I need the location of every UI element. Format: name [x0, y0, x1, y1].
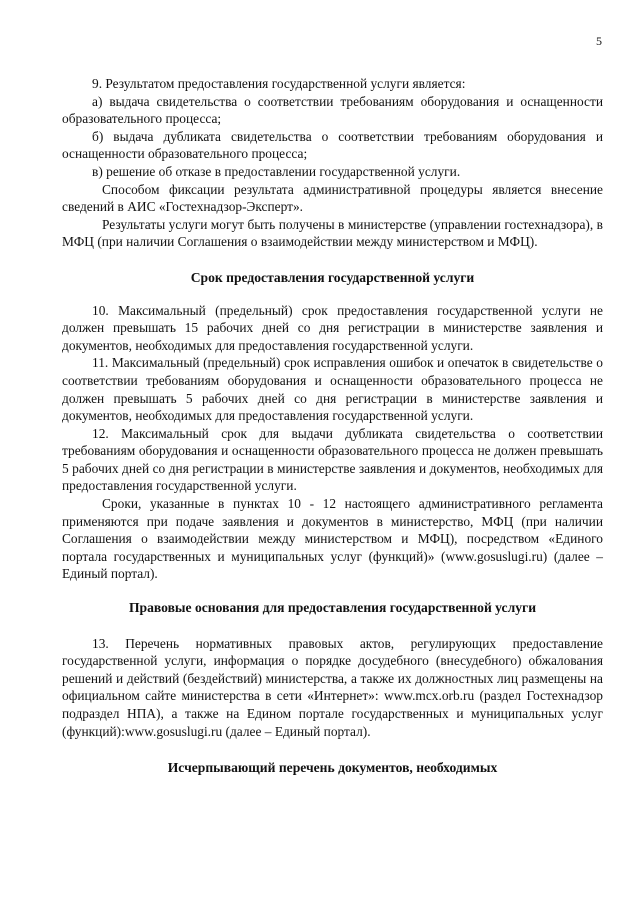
section-heading-legal: Правовые основания для предоставления государственной услуги — [128, 600, 537, 616]
section-heading-term: Срок предоставления государственной услуги — [190, 269, 475, 285]
document-body — [62, 75, 603, 777]
paragraph-results: Результаты услуги могут быть получены в министерстве (управлении гостехнадзора), в МФЦ (при наличии Соглашения о взаимодействии между министерством и МФЦ). — [62, 216, 603, 250]
paragraph-13: 13. Перечень нормативных правовых актов, регулирующих предоставление государственной услуги, информация о порядке досудебного (внесудебного) обжалования решений и действий (бездействий) министерства, а также их должностных лиц размещены на официальном сайте министерства в сети «Интернет»: www.mcx.orb.ru (раздел Гостехнадзор подраздел НПА), а также на Едином портале государственных и муниципальных услуг (функций):www.gosuslugi.ru (далее – Единый портал). — [62, 635, 603, 739]
paragraph-terms-note: Сроки, указанные в пунктах 10 - 12 настоящего административного регламента применяются при подаче заявления и документов в министерство, МФЦ (при наличии Соглашения о взаимодействии между министерством и МФЦ), посредством «Единого портала государственных и муниципальных услуг (функций)» (www.gosuslugi.ru) (далее – Единый портал). — [62, 496, 603, 582]
section-heading-documents: Исчерпывающий перечень документов, необходимых — [167, 760, 498, 776]
paragraph-9a: а) выдача свидетельства о соответствии требованиям оборудования и оснащенности образовательного процесса; — [62, 93, 603, 127]
paragraph-10: 10. Максимальный (предельный) срок предоставления государственной услуги не должен превышать 15 рабочих дней со дня регистрации в министерстве заявления и документов, необходимых для предоставления государственной услуги. — [62, 302, 603, 353]
paragraph-9c: в) решение об отказе в предоставлении государственной услуги. — [92, 163, 461, 179]
paragraph-9b: б) выдача дубликата свидетельства о соответствии требованиям оборудования и оснащенности образовательного процесса; — [62, 128, 603, 162]
paragraph-9: 9. Результатом предоставления государственной услуги является: — [92, 76, 466, 91]
paragraph-12: 12. Максимальный срок для выдачи дубликата свидетельства о соответствии требованиям оборудования и оснащенности образовательного процесса не должен превышать 5 рабочих дней со дня регистрации в министерстве заявления и документов, необходимых для предоставления государственной услуги. — [62, 425, 603, 494]
paragraph-fixation: Способом фиксации результата административной процедуры является внесение сведений в АИС «Гостехнадзор-Эксперт». — [62, 181, 603, 215]
page-number: 5 — [596, 34, 602, 48]
paragraph-11: 11. Максимальный (предельный) срок исправления ошибок и опечаток в свидетельстве о соответствии требованиям оборудования и оснащенности образовательного процесса не должен превышать 5 рабочих дней со дня регистрации в министерстве заявления и документов, необходимых для предоставления государственной услуги. — [62, 355, 603, 424]
